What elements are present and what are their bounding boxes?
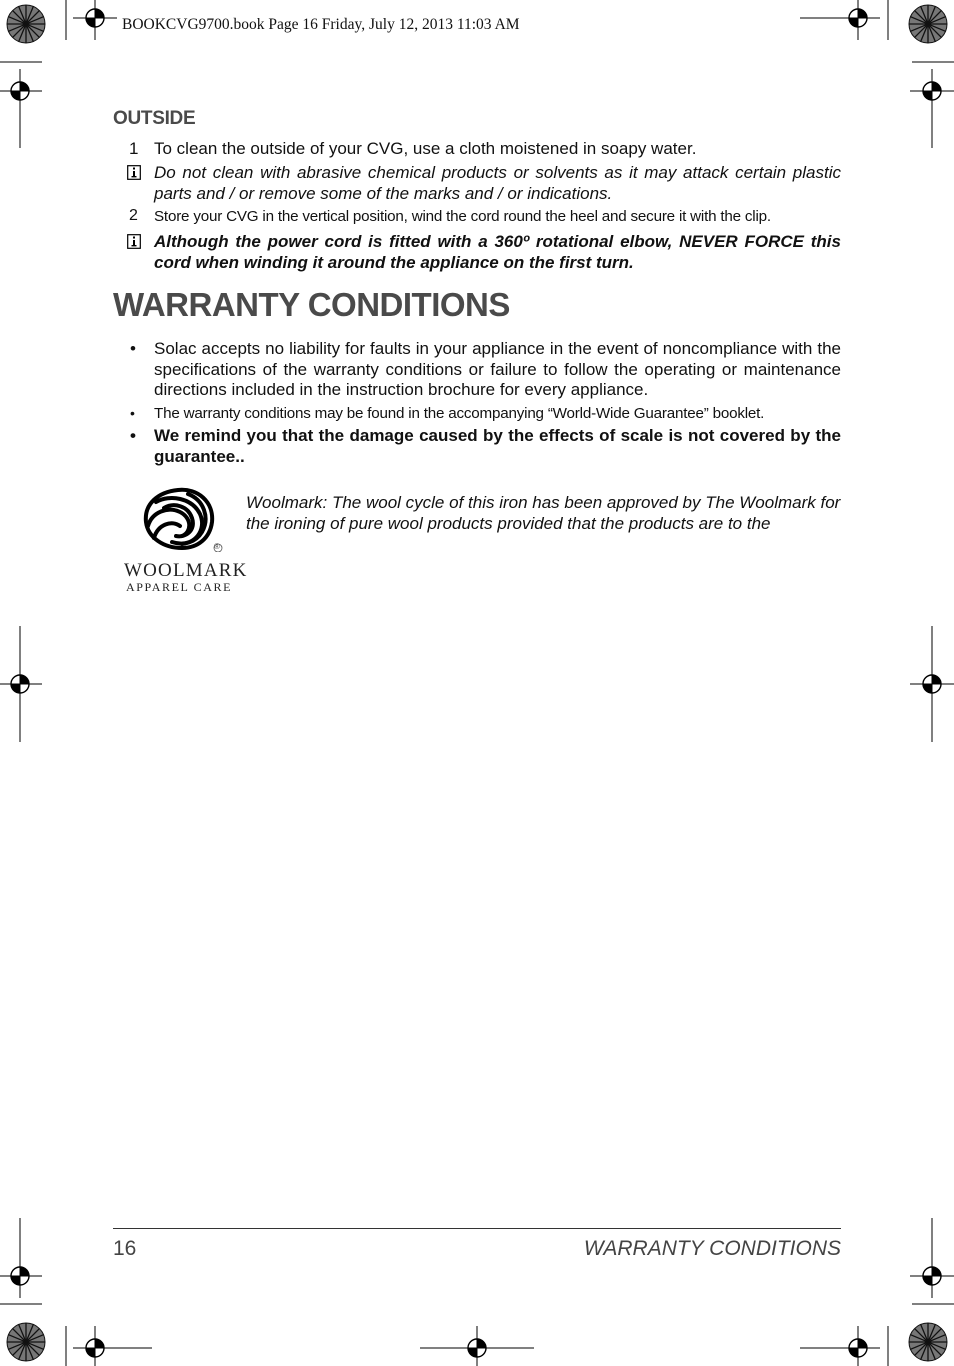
- info-icon: [127, 234, 141, 249]
- warranty-bullet-2: [113, 404, 841, 425]
- page-number: 16: [113, 1237, 137, 1260]
- footer-divider: [113, 1228, 841, 1229]
- bullet-marker: •: [130, 405, 135, 421]
- woolmark-tagline: APPAREL CARE: [126, 580, 233, 594]
- note-text: Although the power cord is fitted with a 360º rotational elbow, NEVER FORCE this cord when winding it around the appliance on the first turn.: [154, 232, 841, 272]
- footer-section-title: WARRANTY CONDITIONS: [583, 1237, 841, 1260]
- bullet-text: The warranty conditions may be found in the accompanying “World-Wide Guarantee” booklet.: [154, 405, 765, 422]
- note-2: [113, 232, 841, 274]
- step-1: [113, 139, 841, 160]
- step-text: To clean the outside of your CVG, use a cloth moistened in soapy water.: [154, 139, 697, 158]
- bullet-marker: •: [130, 339, 136, 358]
- info-icon: [127, 165, 141, 180]
- warranty-heading: WARRANTY CONDITIONS: [113, 286, 510, 323]
- step-2: [113, 207, 841, 228]
- note-1: [113, 163, 841, 205]
- woolmark-symbol-icon: [118, 486, 242, 552]
- bullet-text: We remind you that the damage caused by the effects of scale is not covered by the guarantee..: [154, 426, 841, 466]
- outside-heading: OUTSIDE: [113, 108, 196, 129]
- warranty-bullet-3: [113, 426, 841, 468]
- book-info-header: BOOKCVG9700.book Page 16 Friday, July 12, 2013 11:03 AM: [122, 16, 520, 33]
- bullet-marker: •: [130, 426, 136, 445]
- warranty-bullet-1: [113, 339, 841, 401]
- registered-mark: ®: [214, 542, 220, 551]
- woolmark-wordmark: WOOLMARK: [124, 560, 248, 581]
- step-number: 2: [129, 207, 138, 224]
- step-text: Store your CVG in the vertical position, wind the cord round the heel and secure it with the clip.: [154, 208, 771, 225]
- note-text: Do not clean with abrasive chemical products or solvents as it may attack certain plastic parts and / or remove some of the marks and / or indications.: [154, 163, 841, 203]
- bullet-text: Solac accepts no liability for faults in your appliance in the event of noncompliance with the specifications of the warranty conditions or failure to follow the operating or maintenance directions included in the instruction brochure for every appliance.: [154, 339, 841, 399]
- woolmark-logo: [118, 486, 248, 598]
- step-number: 1: [129, 139, 139, 158]
- woolmark-description: Woolmark: The wool cycle of this iron has been approved by The Woolmark for the ironing of pure wool products provided that the products are to the: [246, 493, 841, 533]
